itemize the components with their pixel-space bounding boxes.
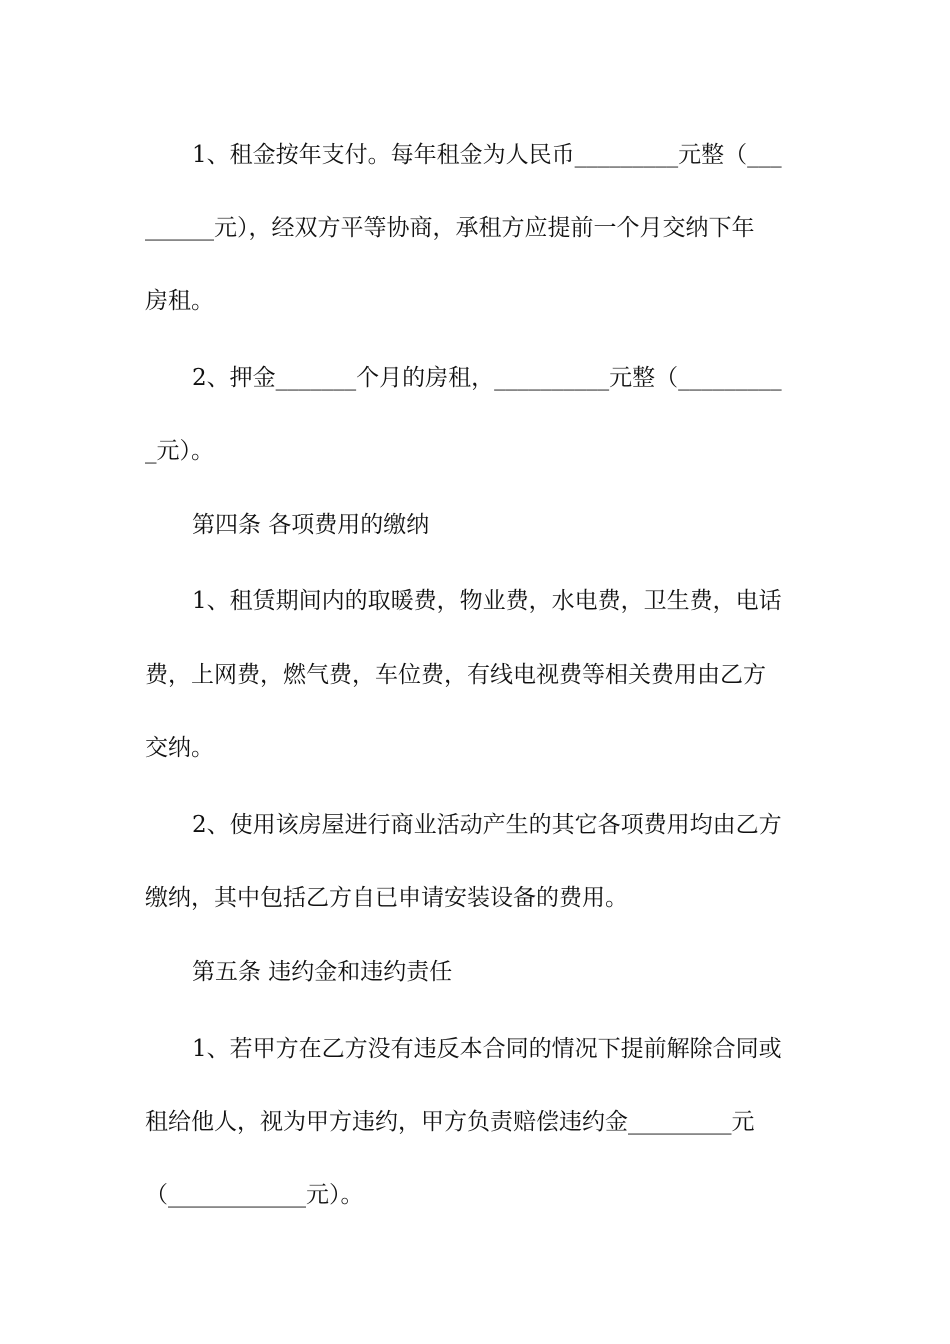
fees-clause-1-line-3: 交纳。 (145, 735, 214, 761)
deposit-clause-line-1: 2、押金_______个月的房租，__________元整（_________ (192, 365, 782, 391)
article-5-heading: 第五条 违约金和违约责任 (192, 959, 453, 985)
breach-clause-line-1: 1、若甲方在乙方没有违反本合同的情况下提前解除合同或 (192, 1036, 782, 1062)
article-4-heading: 第四条 各项费用的缴纳 (192, 512, 430, 538)
breach-clause-line-2: 租给他人，视为甲方违约，甲方负责赔偿违约金_________元 (145, 1109, 755, 1135)
fees-clause-2-line-1: 2、使用该房屋进行商业活动产生的其它各项费用均由乙方 (192, 812, 782, 838)
rent-clause-line-3: 房租。 (145, 288, 214, 314)
rent-clause-line-1: 1、租金按年支付。每年租金为人民币_________元整（___ (192, 142, 782, 168)
rent-clause-line-2: ______元），经双方平等协商，承租方应提前一个月交纳下年 (145, 215, 755, 241)
fees-clause-1-line-2: 费，上网费，燃气费，车位费，有线电视费等相关费用由乙方 (145, 662, 766, 688)
deposit-clause-line-2: _元）。 (145, 438, 214, 464)
fees-clause-2-line-2: 缴纳，其中包括乙方自已申请安装设备的费用。 (145, 885, 628, 911)
fees-clause-1-line-1: 1、租赁期间内的取暖费，物业费，水电费，卫生费，电话 (192, 588, 782, 614)
breach-clause-line-3: （____________元）。 (145, 1182, 364, 1208)
